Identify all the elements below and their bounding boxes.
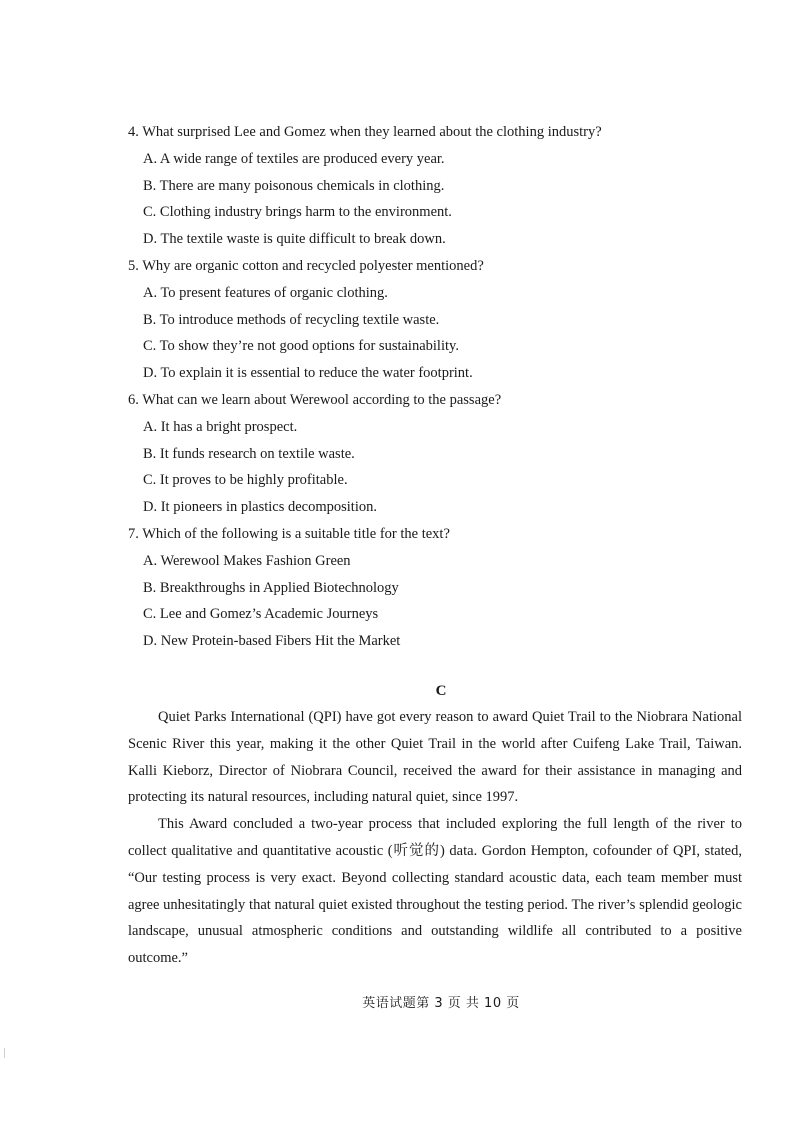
option-d: D. The textile waste is quite difficult to break down. bbox=[143, 231, 446, 248]
question-4 bbox=[128, 119, 748, 253]
option-a: A. Werewool Makes Fashion Green bbox=[143, 552, 351, 569]
option-a: A. A wide range of textiles are produced every year. bbox=[143, 150, 445, 167]
page-footer: 英语试题第 3 页 共 10 页 bbox=[362, 996, 520, 1011]
option-c: C. It proves to be highly profitable. bbox=[143, 472, 348, 489]
option-b: B. It funds research on textile waste. bbox=[143, 445, 355, 462]
reading-passage bbox=[128, 704, 742, 972]
question-stem: 7. Which of the following is a suitable title for the text? bbox=[128, 525, 450, 542]
option-c: C. To show they’re not good options for sustainability. bbox=[143, 338, 459, 355]
question-5 bbox=[128, 253, 748, 387]
option-a: A. To present features of organic clothing. bbox=[143, 284, 388, 301]
option-d: D. It pioneers in plastics decomposition. bbox=[143, 499, 377, 516]
option-a: A. It has a bright prospect. bbox=[143, 418, 298, 435]
option-b: B. There are many poisonous chemicals in clothing. bbox=[143, 177, 445, 194]
scan-mark bbox=[4, 1048, 5, 1058]
option-c: C. Clothing industry brings harm to the environment. bbox=[143, 204, 452, 221]
section-heading: C bbox=[435, 683, 447, 699]
option-b: B. To introduce methods of recycling textile waste. bbox=[143, 311, 440, 328]
question-list bbox=[128, 119, 748, 655]
question-7 bbox=[128, 521, 748, 655]
passage-paragraph: Quiet Parks International (QPI) have got every reason to award Quiet Trail to the Niobrara National Scenic River this year, making it the other Quiet Trail in the world after Cuifeng Lake Trail, Taiwan. Kalli Kieborz, Director of Niobrara Council, received the award for their assistance in managing and protecting its natural resources, including natural quiet, since 1997. bbox=[128, 709, 742, 806]
option-b: B. Breakthroughs in Applied Biotechnology bbox=[143, 579, 399, 596]
question-stem: 4. What surprised Lee and Gomez when they learned about the clothing industry? bbox=[128, 124, 602, 140]
option-c: C. Lee and Gomez’s Academic Journeys bbox=[143, 606, 379, 623]
option-d: D. To explain it is essential to reduce the water footprint. bbox=[143, 365, 473, 382]
question-stem: 6. What can we learn about Werewool according to the passage? bbox=[128, 391, 502, 408]
passage-paragraph: This Award concluded a two-year process that included exploring the full length of the river to collect qualitative and quantitative acoustic (听觉的) data. Gordon Hempton, cofounder of QPI, stated, “Our testing process is very exact. Beyond collecting standard acoustic data, each team member must agree unhesitatingly that natural quiet existed throughout the testing period. The river’s splendid geologic landscape, unusual atmospheric conditions and outstanding wildlife all contributed to a positive outcome.” bbox=[128, 816, 742, 967]
question-stem: 5. Why are organic cotton and recycled polyester mentioned? bbox=[128, 257, 484, 274]
question-6 bbox=[128, 387, 748, 521]
option-d: D. New Protein-based Fibers Hit the Market bbox=[143, 633, 401, 650]
